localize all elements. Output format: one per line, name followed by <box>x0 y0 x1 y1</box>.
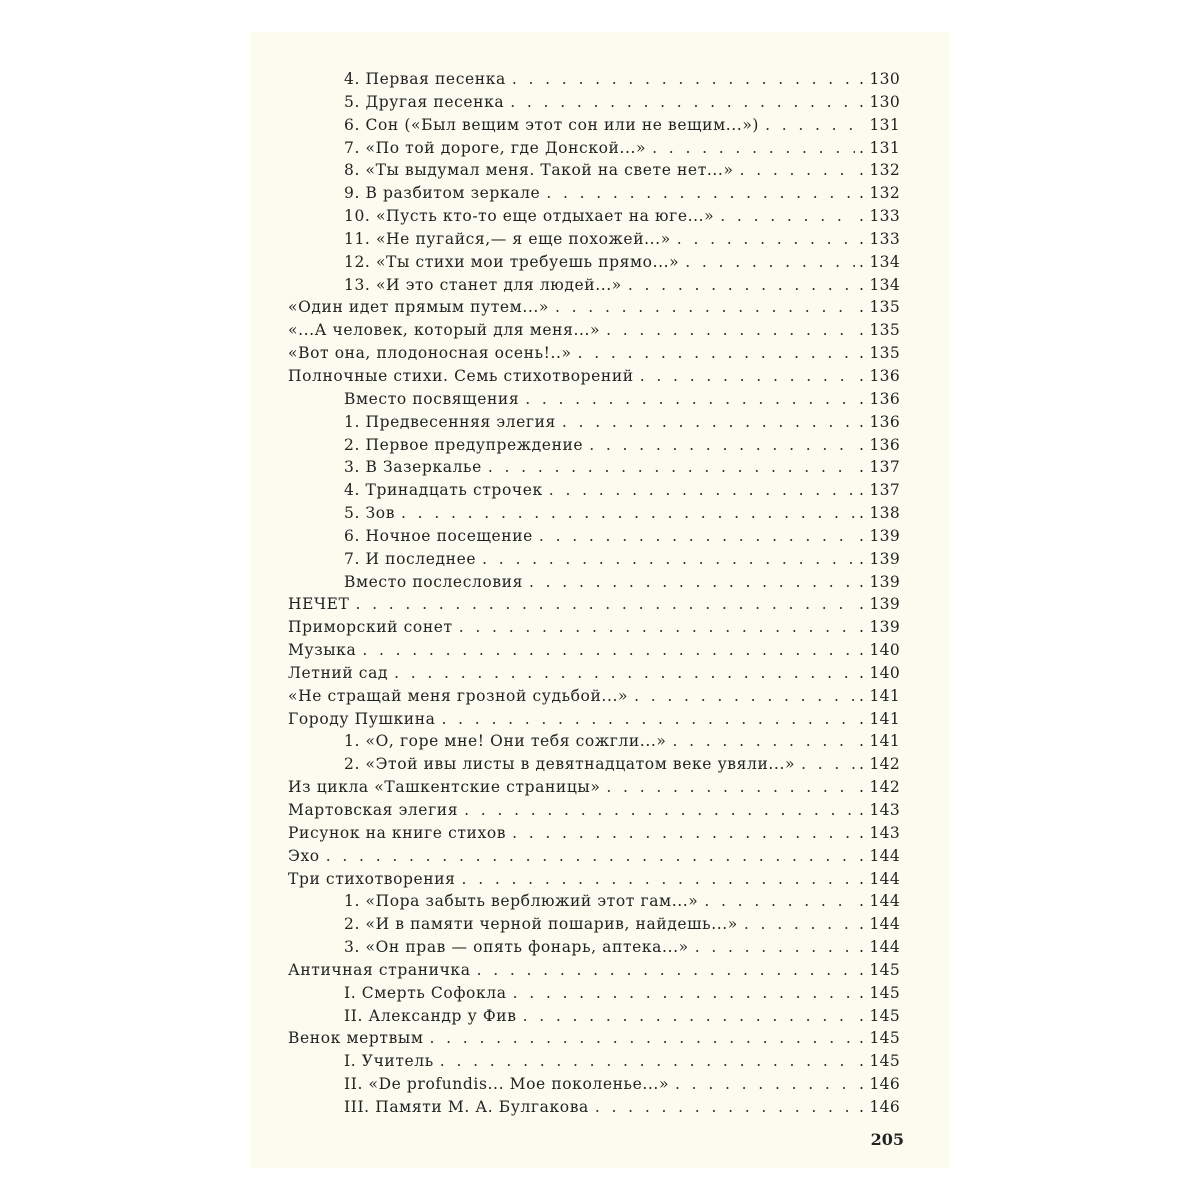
dot-leader <box>744 915 855 933</box>
toc-entry-title: Музыка <box>288 641 357 660</box>
dot-leader <box>513 984 855 1002</box>
toc-entry-page: . 133 <box>859 229 900 248</box>
toc-entry-page: . 146 <box>859 1075 900 1094</box>
dot-leader <box>430 1029 856 1047</box>
dot-leader <box>440 1052 855 1070</box>
toc-entry-title: 10. «Пусть кто-то еще отдыхает на юге...» <box>344 207 715 226</box>
toc-entry <box>288 915 900 938</box>
dot-leader <box>488 458 855 476</box>
dot-leader <box>704 892 855 910</box>
toc-entry-title: Античная страничка <box>288 960 471 979</box>
toc-entry-title: 4. Тринадцать строчек <box>344 481 543 500</box>
toc-entry <box>288 1052 900 1075</box>
book-page <box>250 32 950 1168</box>
dot-leader <box>441 710 855 728</box>
toc-entry-title: 6. Сон («Был вещим этот сон или не вещим...») <box>344 115 760 134</box>
toc-entry-title: «Не стращай меня грозной судьбой...» <box>288 686 629 705</box>
toc-entry-page: . 145 <box>859 1006 900 1025</box>
toc-entry <box>288 664 900 687</box>
toc-entry-page: . 140 <box>859 641 900 660</box>
toc-entry-title: I. Смерть Софокла <box>344 983 507 1002</box>
toc-entry-page: . 132 <box>859 161 900 180</box>
toc-entry-page: . 143 <box>859 801 900 819</box>
toc-entry-page: . 138 <box>859 504 900 523</box>
toc-entry-page: . 136 <box>859 435 900 454</box>
toc-entry-title: 2. Первое предупреждение <box>344 435 584 454</box>
toc-entry <box>288 755 900 778</box>
toc-entry <box>288 367 900 390</box>
dot-leader <box>801 755 855 773</box>
toc-entry-title: 11. «Не пугайся,— я еще похожей...» <box>344 229 671 248</box>
toc-entry-page: . 130 <box>859 92 900 111</box>
toc-entry-page: . 141 <box>859 709 900 728</box>
toc-entry-title: 8. «Ты выдумал меня. Такой на свете нет...» <box>344 161 734 180</box>
dot-leader <box>362 641 855 659</box>
toc-entry-title: Вместо посвящения <box>344 389 520 408</box>
toc-entry-title: Полночные стихи. Семь стихотворений <box>288 366 634 385</box>
toc-entry <box>288 641 900 664</box>
dot-leader <box>523 1007 855 1025</box>
toc-entry-page: . 141 <box>859 686 900 705</box>
toc-entry <box>288 938 900 961</box>
dot-leader <box>740 161 856 179</box>
toc-entry <box>288 1029 900 1052</box>
toc-entry <box>288 550 900 573</box>
toc-entry <box>288 573 900 596</box>
toc-entry-page: . 134 <box>859 275 900 294</box>
dot-leader <box>685 253 855 271</box>
dot-leader <box>464 801 855 819</box>
toc-entry <box>288 1075 900 1098</box>
toc-entry-title: НЕЧЕТ <box>288 595 350 614</box>
dot-leader <box>462 870 856 888</box>
toc-entry <box>288 687 900 710</box>
dot-leader <box>652 139 855 157</box>
toc-entry <box>288 1007 900 1030</box>
dot-leader <box>578 344 855 362</box>
toc-entry-page: . 139 <box>859 572 900 591</box>
toc-entry-title: Летний сад <box>288 663 389 682</box>
toc-entry-page: . 140 <box>859 663 900 682</box>
toc-entry-title: II. Александр у Фив <box>344 1006 517 1025</box>
toc-entry-title: 5. Зов <box>344 504 396 523</box>
toc-entry <box>288 436 900 459</box>
dot-leader <box>510 93 855 111</box>
toc-entry <box>288 390 900 413</box>
dot-leader <box>482 550 855 568</box>
dot-leader <box>355 595 855 613</box>
dot-leader <box>549 481 855 499</box>
toc-entry-page: . 134 <box>859 252 900 271</box>
dot-leader <box>695 938 855 956</box>
toc-entry <box>288 481 900 504</box>
toc-entry-page: . 136 <box>859 412 900 431</box>
toc-entry <box>288 161 900 184</box>
dot-leader <box>634 687 855 705</box>
toc-entry <box>288 892 900 915</box>
dot-leader <box>595 1098 855 1116</box>
dot-leader <box>677 230 855 248</box>
toc-entry-title: Эхо <box>288 846 320 865</box>
dot-leader <box>539 527 855 545</box>
toc-entry-page: . 143 <box>859 823 900 842</box>
toc-entry-title: 6. Ночное посещение <box>344 526 533 545</box>
toc-entry <box>288 70 900 93</box>
dot-leader <box>606 321 855 339</box>
dot-leader <box>326 847 855 865</box>
toc-entry <box>288 184 900 207</box>
dot-leader <box>401 504 855 522</box>
dot-leader <box>765 116 862 134</box>
toc-entry-page: . 136 <box>859 366 900 385</box>
toc-entry-page: . 141 <box>859 732 900 751</box>
toc-entry <box>288 253 900 276</box>
toc-entry-page: . 146 <box>859 1097 900 1116</box>
toc-entry-title: 9. В разбитом зеркале <box>344 184 541 203</box>
toc-entry-page: . 133 <box>859 207 900 226</box>
toc-entry <box>288 618 900 641</box>
toc-entry-title: II. «De profundis... Мое поколенье...» <box>344 1075 670 1094</box>
dot-leader <box>640 367 855 385</box>
toc-entry-title: «Вот она, плодоносная осень!..» <box>288 344 572 363</box>
dot-leader <box>546 184 855 202</box>
toc-entry-title: 1. «Пора забыть верблюжий этот гам...» <box>344 892 699 911</box>
dot-leader <box>477 961 855 979</box>
toc-entry-page: . 131 <box>859 138 900 157</box>
toc-entry-title: III. Памяти М. А. Булгакова <box>344 1097 589 1116</box>
toc-entry <box>288 984 900 1007</box>
toc-entry-title: 2. «Этой ивы листы в девятнадцатом веке увяли...» <box>344 755 796 774</box>
toc-entry-page: . 132 <box>859 184 900 203</box>
toc-entry-page: . 135 <box>859 344 900 363</box>
toc-entry <box>288 847 900 870</box>
dot-leader <box>720 207 855 225</box>
toc-entry-title: Рисунок на книге стихов <box>288 823 507 842</box>
toc-entry <box>288 801 900 824</box>
toc-entry <box>288 276 900 299</box>
toc-entry-page: . 145 <box>859 983 900 1002</box>
toc-entry-title: Городу Пушкина <box>288 709 436 728</box>
toc-entry-page: . 136 <box>859 389 900 408</box>
toc-entry-title: «...А человек, который для меня...» <box>288 321 601 340</box>
toc-entry-page: . 145 <box>859 960 900 979</box>
toc-entry <box>288 321 900 344</box>
toc-entry-page: . 144 <box>859 846 900 865</box>
toc-entry <box>288 732 900 755</box>
toc-entry <box>288 207 900 230</box>
toc-entry-title: 13. «И это станет для людей...» <box>344 275 622 294</box>
toc-entry-page: . 139 <box>859 526 900 545</box>
toc-entry-page: . 145 <box>859 1029 900 1048</box>
toc-entry-title: 7. «По той дороге, где Донской...» <box>344 138 647 157</box>
toc-entry-title: 3. В Зазеркалье <box>344 458 482 477</box>
toc-entry-page: . 130 <box>859 70 900 88</box>
toc-entry-title: Мартовская элегия <box>288 801 459 819</box>
toc-entry-title: Из цикла «Ташкентские страницы» <box>288 778 601 797</box>
toc-entry-title: 3. «Он прав — опять фонарь, аптека...» <box>344 938 689 957</box>
toc-entry-page: . 144 <box>859 869 900 888</box>
toc-entry <box>288 1098 900 1121</box>
toc-entry-title: 2. «И в памяти черной пошарив, найдешь...» <box>344 915 738 934</box>
dot-leader <box>675 1075 855 1093</box>
toc-entry <box>288 961 900 984</box>
toc-entry <box>288 458 900 481</box>
toc-entry-title: I. Учитель <box>344 1052 434 1071</box>
dot-leader <box>606 778 855 796</box>
toc-entry <box>288 870 900 893</box>
toc-entry-page: . 137 <box>859 458 900 477</box>
dot-leader <box>562 413 855 431</box>
toc-entry-title: Венок мертвым <box>288 1029 424 1048</box>
toc-entry-title: «Один идет прямым путем...» <box>288 298 549 317</box>
toc-entry-title: 7. И последнее <box>344 549 477 568</box>
toc-entry-page: . 144 <box>859 892 900 911</box>
dot-leader <box>459 618 855 636</box>
toc-entry-title: 4. Первая песенка <box>344 70 506 88</box>
toc-entry-title: 1. Предвесенняя элегия <box>344 412 556 431</box>
toc-entry-page: . 135 <box>859 298 900 317</box>
dot-leader <box>529 573 855 591</box>
toc-entry-page: 131 <box>869 115 900 134</box>
toc-entry-title: 5. Другая песенка <box>344 92 505 111</box>
dot-leader <box>672 732 855 750</box>
toc-entry-page: . 145 <box>859 1052 900 1071</box>
toc-entry <box>288 298 900 321</box>
toc-entry <box>288 710 900 733</box>
dot-leader <box>512 70 855 88</box>
toc-entry <box>288 595 900 618</box>
toc-entry <box>288 116 900 139</box>
toc-entry <box>288 139 900 162</box>
dot-leader <box>555 298 855 316</box>
toc-entry-title: 1. «О, горе мне! Они тебя сожгли...» <box>344 732 667 751</box>
page-number: 205 <box>870 1130 904 1149</box>
toc-entry-page: . 144 <box>859 938 900 957</box>
toc-entry <box>288 504 900 527</box>
toc-entry-title: 12. «Ты стихи мои требуешь прямо...» <box>344 252 680 271</box>
toc-entry-page: . 135 <box>859 321 900 340</box>
dot-leader <box>525 390 855 408</box>
toc-entry <box>288 344 900 367</box>
toc-entry <box>288 93 900 116</box>
toc-entry-page: . 142 <box>859 778 900 797</box>
toc-entry-page: . 142 <box>859 755 900 774</box>
toc-entry <box>288 413 900 436</box>
toc-entry-page: . 139 <box>859 595 900 614</box>
dot-leader <box>628 276 855 294</box>
dot-leader <box>394 664 855 682</box>
dot-leader <box>512 824 855 842</box>
toc-entry <box>288 527 900 550</box>
toc-entry-title: Вместо послесловия <box>344 572 523 591</box>
toc-entry-page: . 137 <box>859 481 900 500</box>
table-of-contents <box>288 70 900 1121</box>
toc-entry <box>288 230 900 253</box>
toc-entry-page: . 139 <box>859 549 900 568</box>
toc-entry <box>288 778 900 801</box>
toc-entry <box>288 824 900 847</box>
toc-entry-page: . 139 <box>859 618 900 637</box>
dot-leader <box>589 436 855 454</box>
toc-entry-title: Приморский сонет <box>288 618 453 637</box>
toc-entry-page: . 144 <box>859 915 900 934</box>
toc-entry-title: Три стихотворения <box>288 869 456 888</box>
